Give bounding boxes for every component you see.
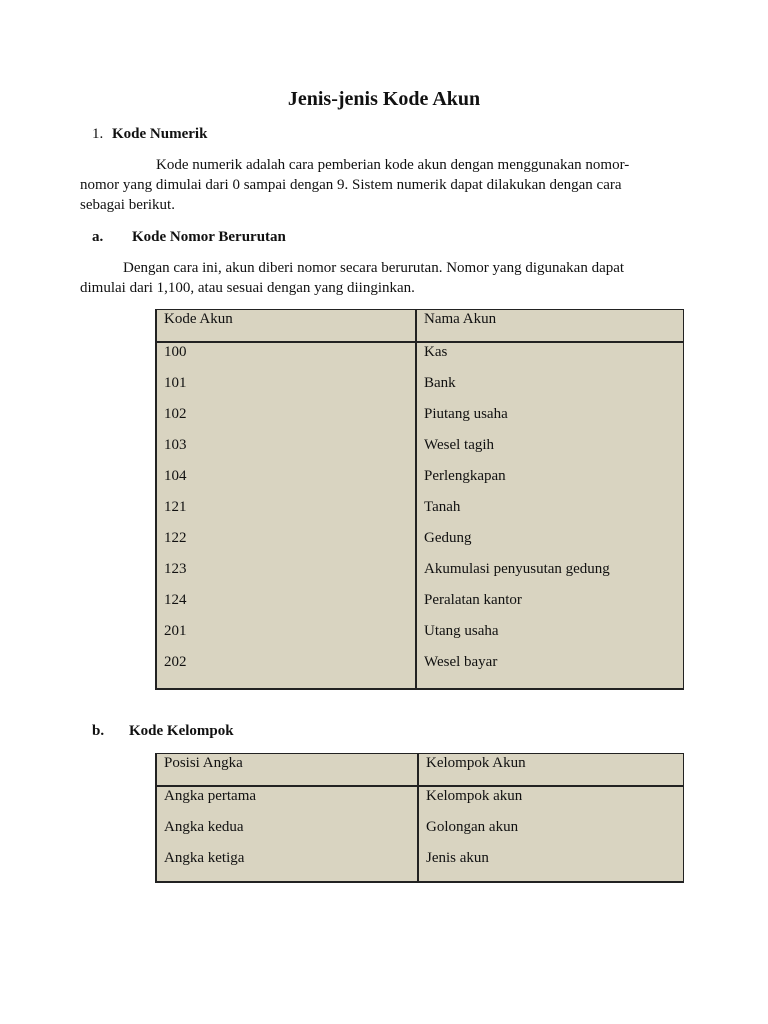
table-row: [156, 592, 683, 623]
account-name: Piutang usaha: [416, 406, 683, 437]
digit-position: Angka pertama: [156, 786, 418, 819]
table-header-kode-akun: Kode Akun: [156, 310, 416, 343]
account-name: Utang usaha: [416, 623, 683, 654]
account-name: Tanah: [416, 499, 683, 530]
account-code: 102: [156, 406, 416, 437]
table-row: [156, 623, 683, 654]
section-1-paragraph-line-2: nomor yang dimulai dari 0 sampai dengan 9. Sistem numerik dapat dilakukan dengan cara: [80, 177, 622, 193]
table-row: [156, 499, 683, 530]
table-row: [156, 530, 683, 561]
subsection-a-heading: Kode Nomor Berurutan: [132, 229, 286, 245]
account-name: Peralatan kantor: [416, 592, 683, 623]
section-1-paragraph-line-3: sebagai berikut.: [80, 197, 175, 213]
table-row: [156, 437, 683, 468]
section-1-number: 1.: [92, 126, 104, 142]
account-name: Bank: [416, 375, 683, 406]
table-row: [156, 468, 683, 499]
account-group: Jenis akun: [418, 850, 683, 882]
table-row: [156, 819, 683, 850]
table-row: [156, 342, 683, 375]
subsection-a-paragraph-line-2: dimulai dari 1,100, atau sesuai dengan yang diinginkan.: [80, 280, 415, 296]
page-title: Jenis-jenis Kode Akun: [287, 88, 481, 110]
table-header-nama-akun: Nama Akun: [416, 310, 683, 343]
account-name: Wesel bayar: [416, 654, 683, 689]
account-name: Perlengkapan: [416, 468, 683, 499]
account-code: 202: [156, 654, 416, 689]
account-name: Kas: [416, 342, 683, 375]
account-code: 124: [156, 592, 416, 623]
subsection-a-letter: a.: [92, 229, 104, 245]
account-code: 122: [156, 530, 416, 561]
table-header-row: [156, 310, 683, 343]
section-1-paragraph-line-1: Kode numerik adalah cara pemberian kode akun dengan menggunakan nomor-: [156, 157, 630, 173]
table-row: [156, 654, 683, 689]
table-header-kelompok-akun: Kelompok Akun: [418, 754, 683, 787]
account-name: Gedung: [416, 530, 683, 561]
account-name: Akumulasi penyusutan gedung: [416, 561, 683, 592]
table-row: [156, 561, 683, 592]
account-name: Wesel tagih: [416, 437, 683, 468]
subsection-b-letter: b.: [92, 723, 105, 739]
subsection-a-paragraph-line-1: Dengan cara ini, akun diberi nomor secara berurutan. Nomor yang digunakan dapat: [123, 260, 625, 276]
account-code: 123: [156, 561, 416, 592]
account-code: 100: [156, 342, 416, 375]
account-code: 101: [156, 375, 416, 406]
table-row: [156, 850, 683, 882]
table-header-row: [156, 754, 683, 787]
group-code-table: [155, 753, 684, 883]
account-code: 201: [156, 623, 416, 654]
table-row: [156, 406, 683, 437]
section-1-heading: Kode Numerik: [112, 126, 208, 142]
digit-position: Angka ketiga: [156, 850, 418, 882]
digit-position: Angka kedua: [156, 819, 418, 850]
account-code-table: [155, 309, 684, 690]
table-header-posisi-angka: Posisi Angka: [156, 754, 418, 787]
table-row: [156, 375, 683, 406]
account-code: 104: [156, 468, 416, 499]
account-group: Kelompok akun: [418, 786, 683, 819]
account-code: 121: [156, 499, 416, 530]
table-row: [156, 786, 683, 819]
subsection-b-heading: Kode Kelompok: [129, 723, 234, 739]
account-group: Golongan akun: [418, 819, 683, 850]
account-code: 103: [156, 437, 416, 468]
